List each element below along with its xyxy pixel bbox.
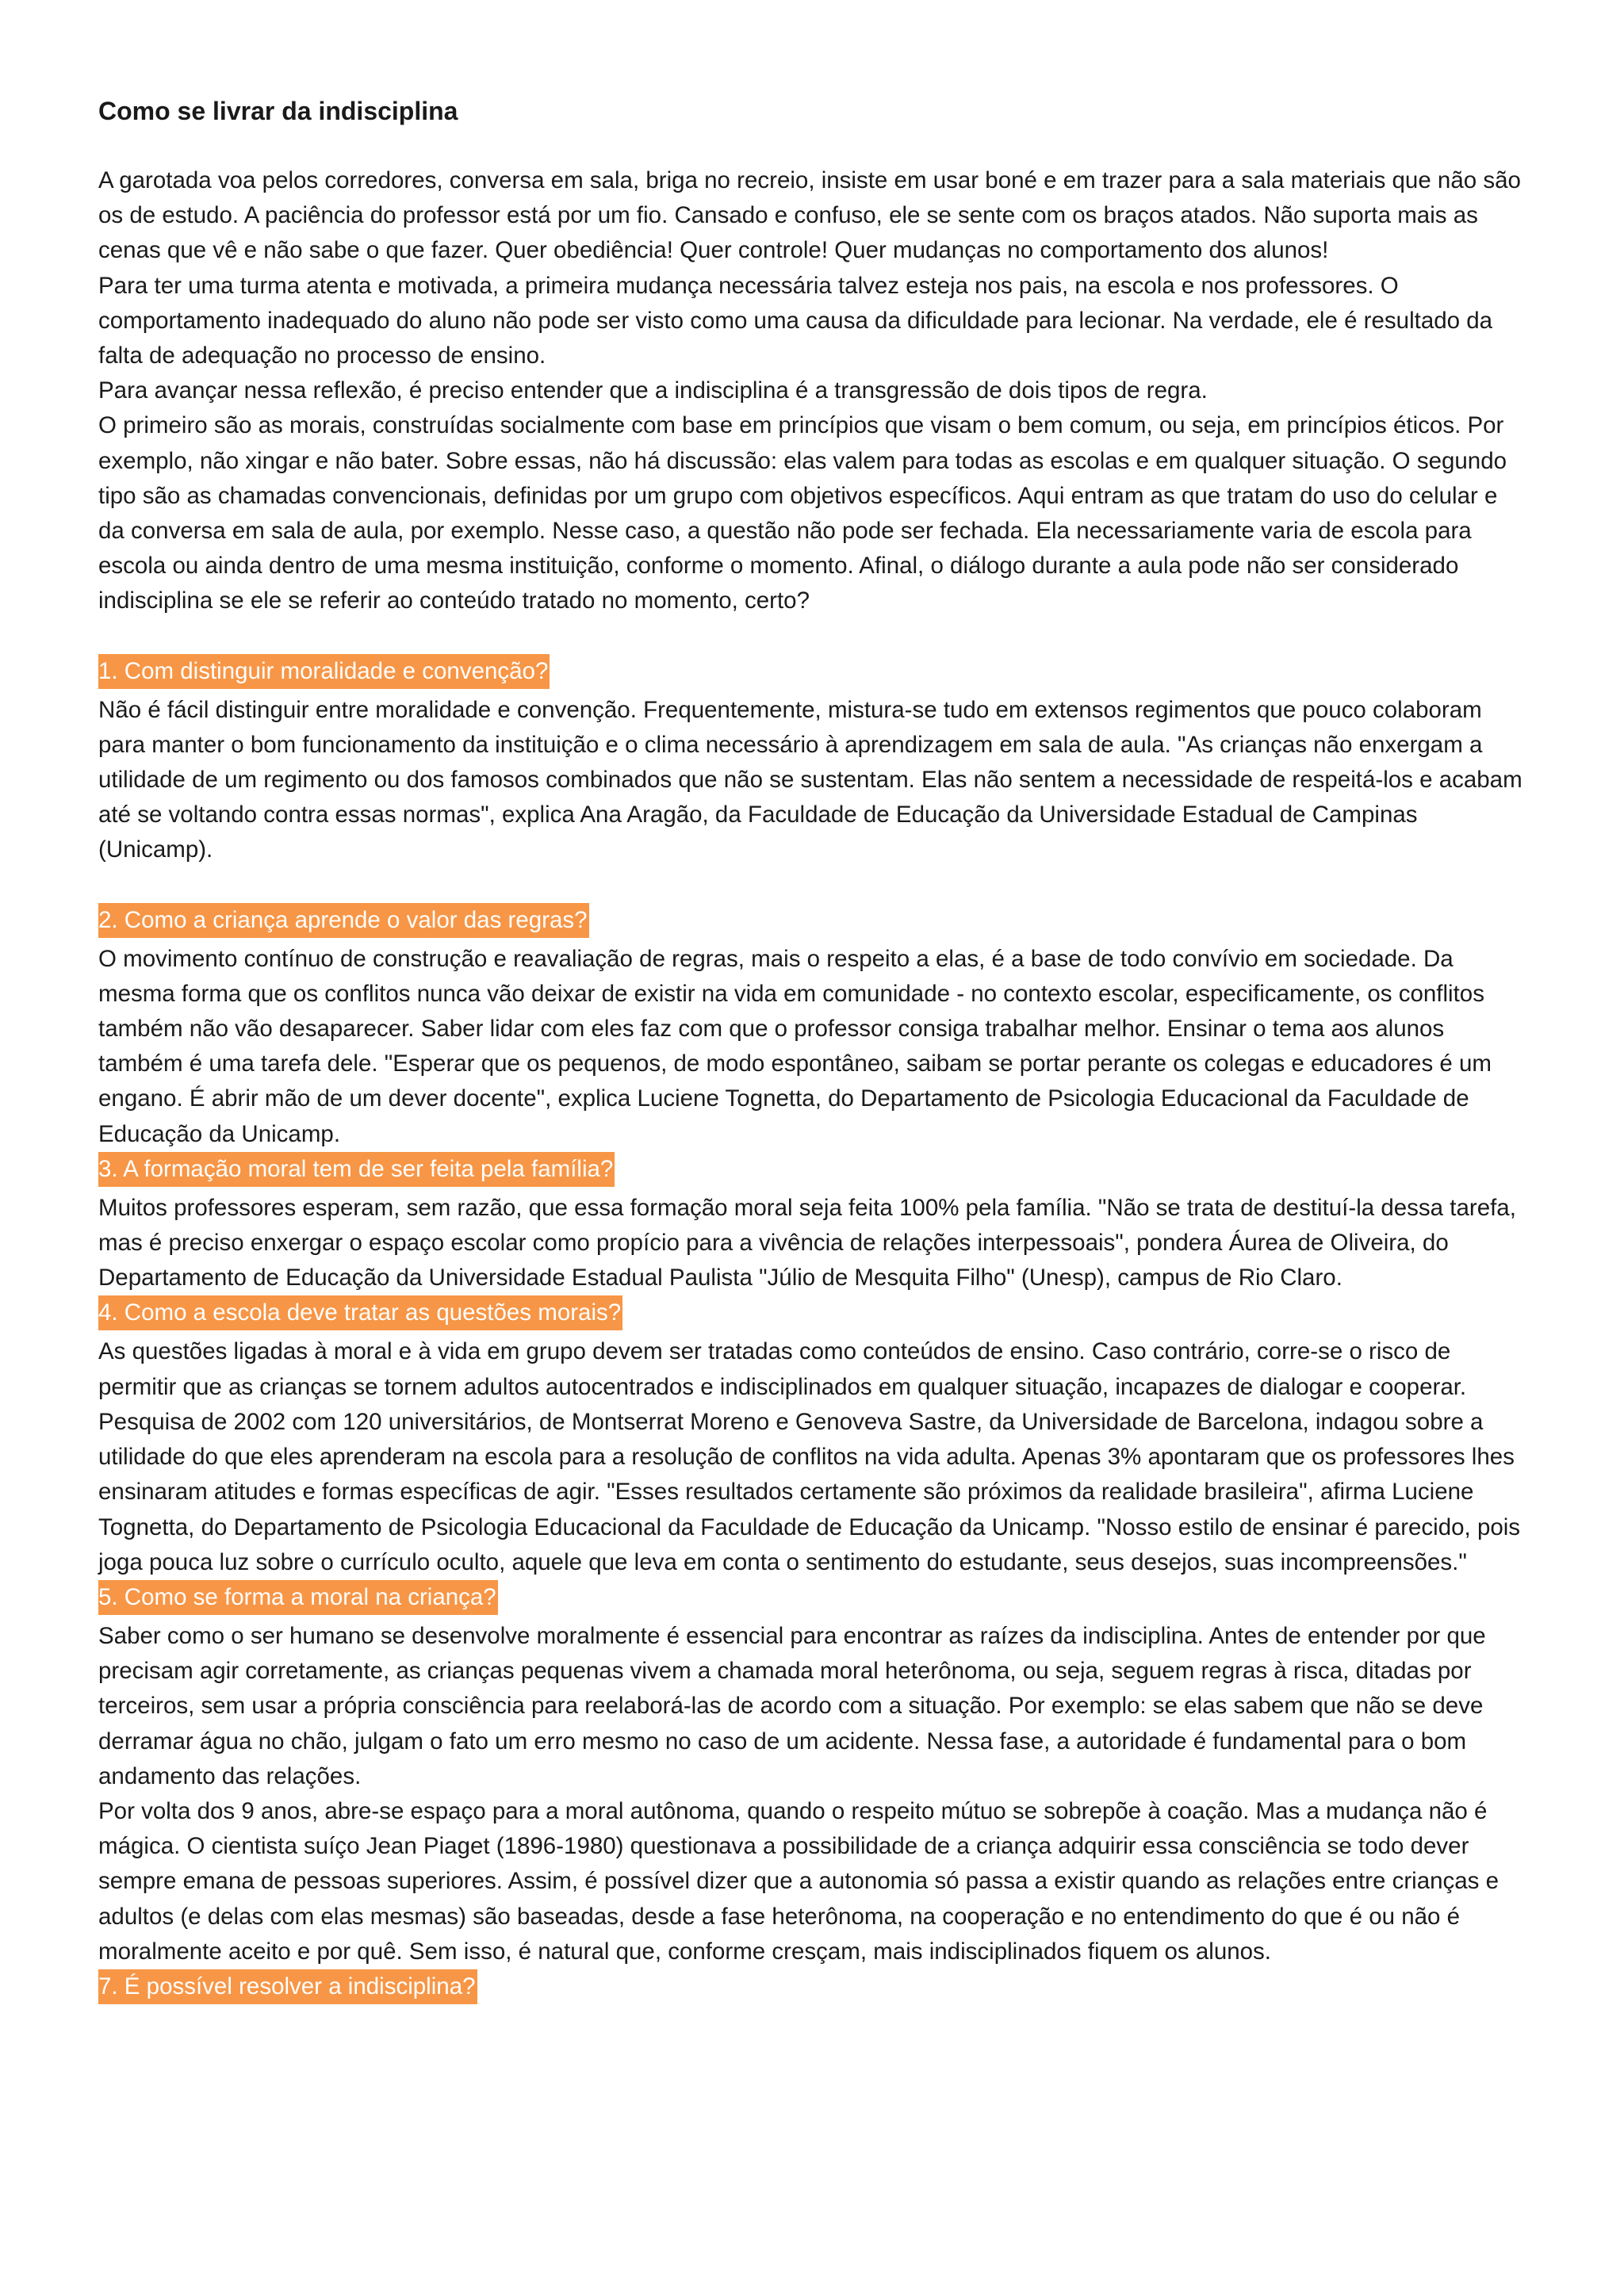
section-4-heading: 4. Como a escola deve tratar as questões morais? <box>98 1295 622 1330</box>
spacer <box>98 868 1526 903</box>
section-5-paragraph-2: Por volta dos 9 anos, abre-se espaço para a moral autônoma, quando o respeito mútuo se sobrepõe à coação. Mas a mudança não é mágica. O cientista suíço Jean Piaget (1896-1980) questionava a possibilidade de a criança adquirir essa consciência se todo dever sempre emana de pessoas superiores. Assim, é possível dizer que a autonomia só passa a existir quando as relações entre crianças e adultos (e delas com elas mesmas) são baseadas, desde a fase heterônoma, na cooperação e no entendimento do que é ou não é moralmente aceito e por quê. Sem isso, é natural que, conforme cresçam, mais indisciplinados fiquem os alunos. <box>98 1797 1500 1965</box>
section-2-heading: 2. Como a criança aprende o valor das regras? <box>98 903 589 938</box>
section-5-heading: 5. Como se forma a moral na criança? <box>98 1580 498 1615</box>
section-1-paragraph-1: Não é fácil distinguir entre moralidade e convenção. Frequentemente, mistura-se tudo em extensos regimentos que pouco colaboram para manter o bom funcionamento da instituição e o clima necessário à aprendizagem em sala de aula. "As crianças não enxergam a utilidade de um regimento ou dos famosos combinados que não se sustentam. Elas não sentem a necessidade de respeitá-los e acabam até se voltando contra essas normas", explica Ana Aragão, da Faculdade de Educação da Universidade Estadual de Campinas (Unicamp). <box>98 696 1522 863</box>
intro-paragraph-3: Para avançar nessa reflexão, é preciso entender que a indisciplina é a transgressão de dois tipos de regra. <box>98 377 1208 404</box>
section-2-heading-row <box>98 903 1526 942</box>
section-1-heading-row <box>98 654 1526 693</box>
document-title: Como se livrar da indisciplina <box>98 97 458 125</box>
section-3-paragraph-1: Muitos professores esperam, sem razão, que essa formação moral seja feita 100% pela família. "Não se trata de destituí-la dessa tarefa, mas é preciso enxergar o espaço escolar como propício para a vivência de relações interpessoais", pondera Áurea de Oliveira, do Departamento de Educação da Universidade Estadual Paulista "Júlio de Mesquita Filho" (Unesp), campus de Rio Claro. <box>98 1194 1516 1292</box>
section-2-paragraph-1: O movimento contínuo de construção e reavaliação de regras, mais o respeito a elas, é a base de todo convívio em sociedade. Da mesma forma que os conflitos nunca vão deixar de existir na vida em comunidade - no contexto escolar, especificamente, os conflitos também não vão desaparecer. Saber lidar com eles faz com que o professor consiga trabalhar melhor. Ensinar o tema aos alunos também é uma tarefa dele. "Esperar que os pequenos, de modo espontâneo, saibam se portar perante os colegas e educadores é um engano. É abrir mão de um dever docente", explica Luciene Tognetta, do Departamento de Psicologia Educacional da Faculdade de Educação da Unicamp. <box>98 945 1492 1147</box>
section-7-heading: 7. É possível resolver a indisciplina? <box>98 1969 477 2004</box>
intro-paragraph-4: O primeiro são as morais, construídas socialmente com base em princípios que visam o bem comum, ou seja, em princípios éticos. Por exemplo, não xingar e não bater. Sobre essas, não há discussão: elas valem para todas as escolas e em qualquer situação. O segundo tipo são as chamadas convencionais, definidas por um grupo com objetivos específicos. Aqui entram as que tratam do uso do celular e da conversa em sala de aula, por exemplo. Nesse caso, a questão não pode ser fechada. Ela necessariamente varia de escola para escola ou ainda dentro de uma mesma instituição, conforme o momento. Afinal, o diálogo durante a aula pode não ser considerado indisciplina se ele se referir ao conteúdo tratado no momento, certo? <box>98 412 1507 614</box>
section-4-paragraph-1: As questões ligadas à moral e à vida em grupo devem ser tratadas como conteúdos de ensino. Caso contrário, corre-se o risco de permitir que as crianças se tornem adultos autocentrados e indisciplinados em qualquer situação, incapazes de dialogar e cooperar. Pesquisa de 2002 com 120 universitários, de Montserrat Moreno e Genoveva Sastre, da Universidade de Barcelona, indagou sobre a utilidade do que eles aprenderam na escola para a resolução de conflitos na vida adulta. Apenas 3% apontaram que os professores lhes ensinaram atitudes e formas específicas de agir. "Esses resultados certamente são próximos da realidade brasileira", afirma Luciene Tognetta, do Departamento de Psicologia Educacional da Faculdade de Educação da Unicamp. "Nosso estilo de ensinar é parecido, pois joga pouca luz sobre o currículo oculto, aquele que leva em conta o sentimento do estudante, seus desejos, suas incompreensões." <box>98 1338 1521 1575</box>
document-page <box>98 94 1526 2008</box>
section-7-heading-row <box>98 1969 1526 2008</box>
section-1-heading: 1. Com distinguir moralidade e convenção? <box>98 654 550 689</box>
spacer <box>98 619 1526 654</box>
section-5-paragraph-1: Saber como o ser humano se desenvolve moralmente é essencial para encontrar as raízes da indisciplina. Antes de entender por que precisam agir corretamente, as crianças pequenas vivem a chamada moral heterônoma, ou seja, seguem regras à risca, ditadas por terceiros, sem usar a própria consciência para reelaborá-las de acordo com a situação. Por exemplo: se elas sabem que não se deve derramar água no chão, julgam o fato um erro mesmo no caso de um acidente. Nessa fase, a autoridade é fundamental para o bom andamento das relações. <box>98 1622 1486 1789</box>
intro-paragraph-2: Para ter uma turma atenta e motivada, a primeira mudança necessária talvez esteja nos pais, na escola e nos professores. O comportamento inadequado do aluno não pode ser visto como uma causa da dificuldade para lecionar. Na verdade, ele é resultado da falta de adequação no processo de ensino. <box>98 272 1493 369</box>
section-5-heading-row <box>98 1580 1526 1619</box>
section-3-heading: 3. A formação moral tem de ser feita pela família? <box>98 1152 615 1187</box>
section-4-heading-row <box>98 1295 1526 1334</box>
section-3-heading-row <box>98 1152 1526 1191</box>
intro-paragraph-1: A garotada voa pelos corredores, conversa em sala, briga no recreio, insiste em usar boné e em trazer para a sala materiais que não são os de estudo. A paciência do professor está por um fio. Cansado e confuso, ele se sente com os braços atados. Não suporta mais as cenas que vê e não sabe o que fazer. Quer obediência! Quer controle! Quer mudanças no comportamento dos alunos! <box>98 167 1521 264</box>
